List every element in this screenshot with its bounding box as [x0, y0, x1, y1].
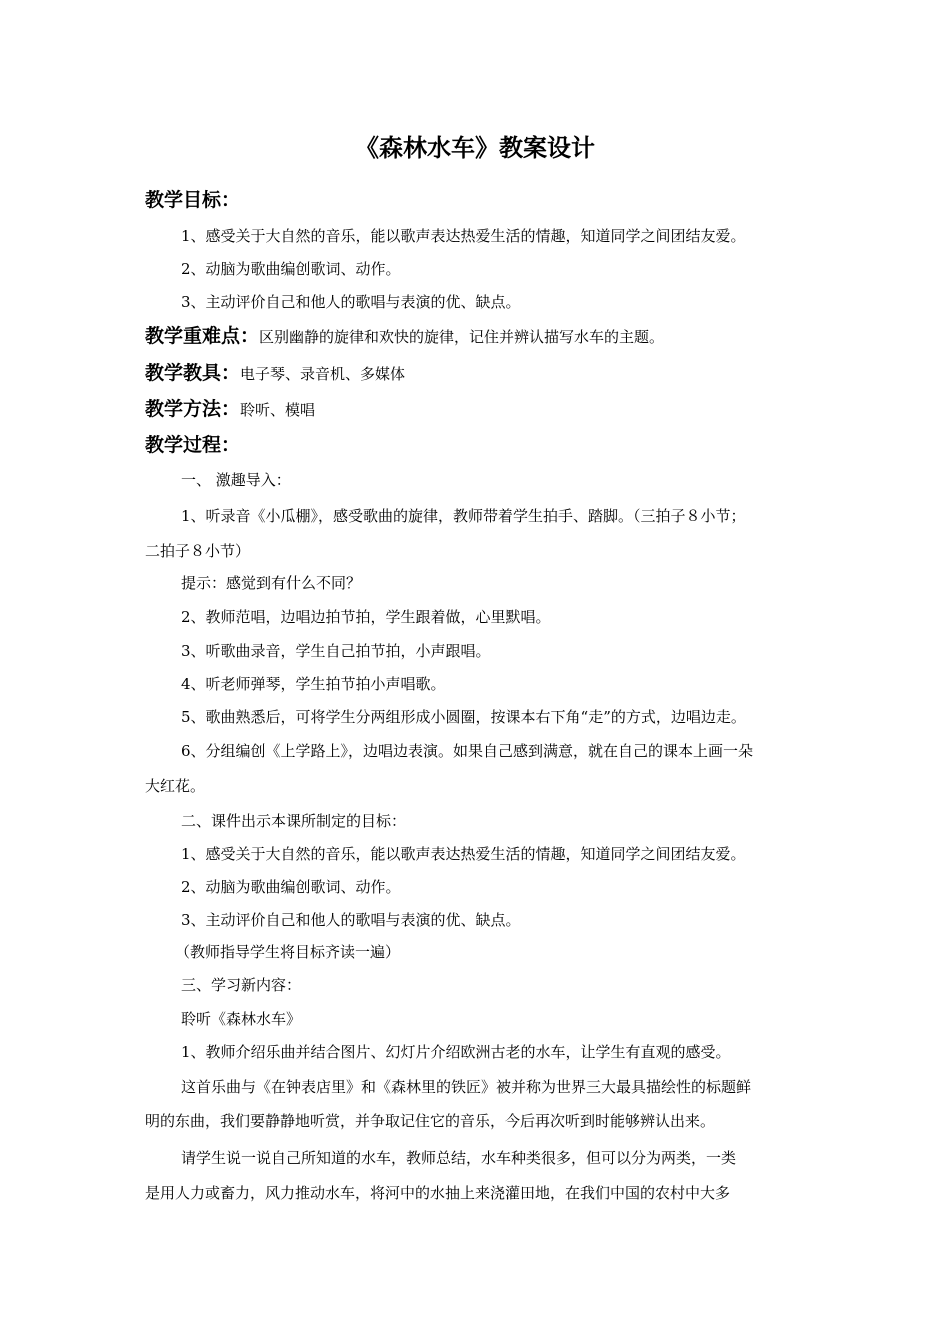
process-line: 三、学习新内容： — [181, 976, 302, 994]
process-line: 这首乐曲与《在钟表店里》和《森林里的铁匠》被并称为世界三大最具描绘性的标题鲜 — [181, 1078, 752, 1096]
document-title: 《森林水车》教案设计 — [355, 134, 595, 162]
tools-row — [145, 360, 405, 387]
process-line: 4、听老师弹琴，学生拍节拍小声唱歌。 — [181, 675, 446, 693]
process-line: 聆听《森林水车》 — [181, 1010, 302, 1028]
objective-item: 3、主动评价自己和他人的歌唱与表演的优、缺点。 — [181, 293, 521, 311]
process-line: 2、教师范唱，边唱边拍节拍，学生跟着做，心里默唱。 — [181, 608, 551, 626]
process-line: 一、 激趣导入： — [181, 471, 291, 489]
process-line: 1、感受关于大自然的音乐，能以歌声表达热爱生活的情趣，知道同学之间团结友爱。 — [181, 845, 746, 863]
process-line: 明的东曲，我们要静静地听赏，并争取记住它的音乐，今后再次听到时能够辨认出来。 — [145, 1112, 716, 1130]
key-points-row — [145, 323, 664, 350]
key-points-text: 区别幽静的旋律和欢快的旋律，记住并辨认描写水车的主题。 — [259, 328, 665, 346]
methods-heading: 教学方法： — [145, 398, 241, 420]
tools-heading: 教学教具： — [145, 362, 241, 384]
process-line: 请学生说一说自己所知道的水车，教师总结，水车种类很多，但可以分为两类，一类 — [181, 1149, 737, 1167]
process-line: 1、教师介绍乐曲并结合图片、幻灯片介绍欧洲古老的水车，让学生有直观的感受。 — [181, 1043, 731, 1061]
process-line: 3、主动评价自己和他人的歌唱与表演的优、缺点。 — [181, 911, 521, 929]
objective-item: 1、感受关于大自然的音乐，能以歌声表达热爱生活的情趣，知道同学之间团结友爱。 — [181, 227, 746, 245]
tools-text: 电子琴、录音机、多媒体 — [240, 365, 406, 383]
process-line: 二拍子８小节） — [145, 542, 251, 560]
process-line: 是用人力或畜力，风力推动水车，将河中的水抽上来浇灌田地，在我们中国的农村中大多 — [145, 1184, 731, 1202]
methods-text: 聆听、模唱 — [240, 401, 316, 419]
process-line: 二、课件出示本课所制定的目标： — [181, 812, 407, 830]
process-line: 大红花。 — [145, 777, 206, 795]
process-line: 6、分组编创《上学路上》，边唱边表演。如果自己感到满意，就在自己的课本上画一朵 — [181, 742, 754, 760]
key-points-heading: 教学重难点： — [145, 325, 260, 347]
process-heading: 教学过程： — [145, 434, 241, 456]
process-line: 2、动脑为歌曲编创歌词、动作。 — [181, 878, 401, 896]
methods-row — [145, 396, 315, 423]
objective-item: 2、动脑为歌曲编创歌词、动作。 — [181, 260, 401, 278]
process-line: 1、听录音《小瓜棚》，感受歌曲的旋律，教师带着学生拍手、踏脚。（三拍子８小节； — [181, 507, 746, 525]
process-line: （教师指导学生将目标齐读一遍） — [175, 943, 401, 961]
process-line: 提示：感觉到有什么不同？ — [181, 574, 362, 592]
process-line: 3、听歌曲录音，学生自己拍节拍，小声跟唱。 — [181, 642, 491, 660]
objectives-heading: 教学目标： — [145, 189, 241, 211]
process-line: 5、歌曲熟悉后，可将学生分两组形成小圆圈，按课本右下角“走”的方式，边唱边走。 — [181, 708, 746, 726]
